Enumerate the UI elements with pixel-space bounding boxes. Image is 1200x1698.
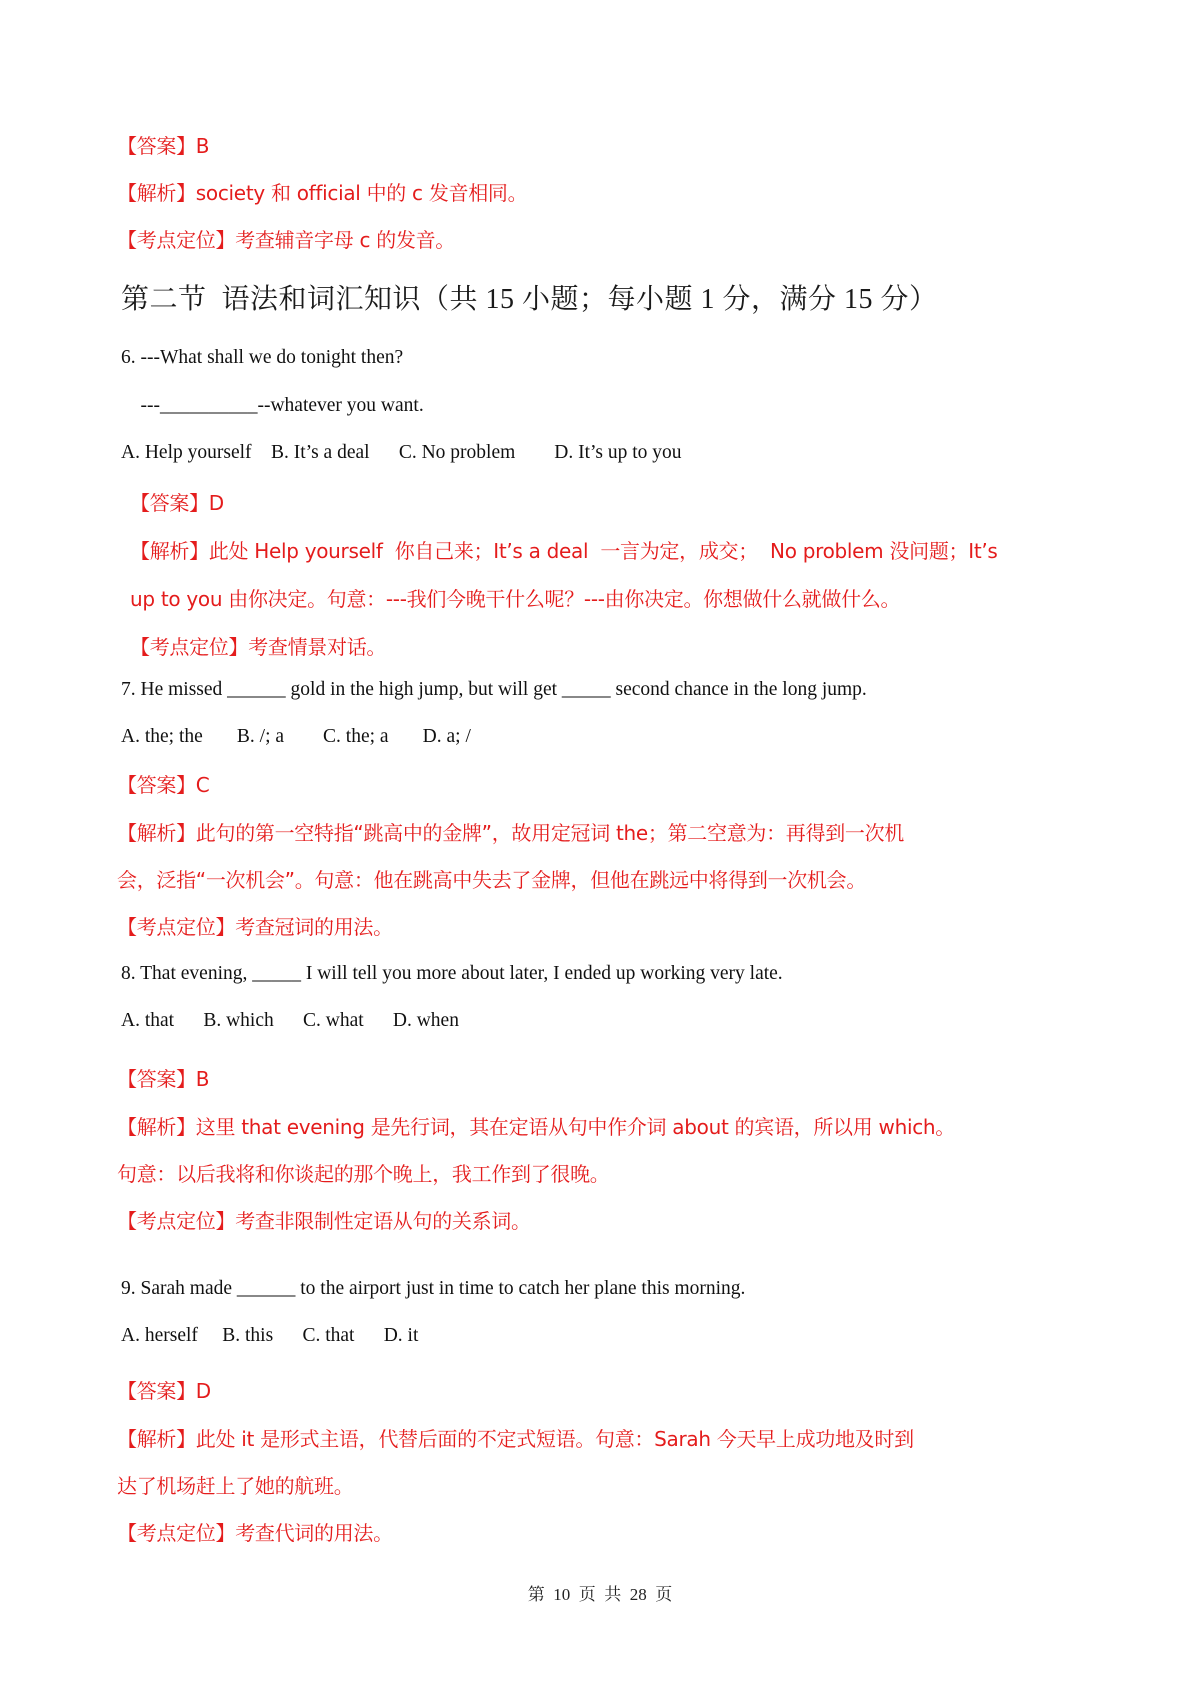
answer-label: 【答案】D xyxy=(130,491,224,515)
answer-label: 【答案】B xyxy=(117,134,210,158)
analysis-text: 【解析】这里 that evening 是先行词，其在定语从句中作介词 about 的宾语，所以用 which。 xyxy=(117,1115,955,1139)
knowledge-point: 【考点定位】考查代词的用法。 xyxy=(117,1521,393,1545)
question-7-stem: 7. He missed ______ gold in the high jump, but will get _____ second chance in the long jump. xyxy=(121,679,867,700)
section-heading: 第二节 语法和词汇知识（共 15 小题；每小题 1 分，满分 15 分） xyxy=(121,284,938,315)
analysis-text: 【解析】此句的第一空特指“跳高中的金牌”，故用定冠词 the；第二空意为：再得到一次机 xyxy=(117,821,905,845)
analysis-text: 【解析】society 和 official 中的 c 发音相同。 xyxy=(117,181,528,205)
question-8-options: A. that B. which C. what D. when xyxy=(121,1010,459,1031)
knowledge-point: 【考点定位】考查辅音字母 c 的发音。 xyxy=(117,228,456,252)
knowledge-point: 【考点定位】考查情景对话。 xyxy=(130,635,387,659)
question-7-options: A. the; the B. /; a C. the; a D. a; / xyxy=(121,726,471,747)
page-number-footer: 第 10 页 共 28 页 xyxy=(527,1585,673,1604)
question-6-dialogue: ---__________--whatever you want. xyxy=(121,395,424,416)
question-8-stem: 8. That evening, _____ I will tell you more about later, I ended up working very late. xyxy=(121,963,783,984)
analysis-text: up to you 由你决定。句意：---我们今晚干什么呢？---由你决定。你想做什么就做什么。 xyxy=(130,587,901,611)
answer-label: 【答案】D xyxy=(117,1379,211,1403)
question-6-stem: 6. ---What shall we do tonight then? xyxy=(121,347,404,368)
knowledge-point: 【考点定位】考查冠词的用法。 xyxy=(117,915,393,939)
question-9-options: A. herself B. this C. that D. it xyxy=(121,1325,419,1346)
question-9-stem: 9. Sarah made ______ to the airport just in time to catch her plane this morning. xyxy=(121,1278,746,1299)
analysis-text: 达了机场赶上了她的航班。 xyxy=(117,1474,354,1498)
question-6-options: A. Help yourself B. It’s a deal C. No problem D. It’s up to you xyxy=(121,442,682,463)
analysis-text: 【解析】此处 Help yourself 你自己来；It’s a deal 一言为定，成交； No problem 没问题；It’s xyxy=(130,539,998,563)
analysis-text: 会，泛指“一次机会”。句意：他在跳高中失去了金牌，但他在跳远中将得到一次机会。 xyxy=(117,868,867,892)
knowledge-point: 【考点定位】考查非限制性定语从句的关系词。 xyxy=(117,1209,531,1233)
analysis-text: 【解析】此处 it 是形式主语，代替后面的不定式短语。句意：Sarah 今天早上成功地及时到 xyxy=(117,1427,914,1451)
answer-label: 【答案】C xyxy=(117,773,210,797)
answer-label: 【答案】B xyxy=(117,1067,210,1091)
analysis-text: 句意：以后我将和你谈起的那个晚上，我工作到了很晚。 xyxy=(117,1162,610,1186)
